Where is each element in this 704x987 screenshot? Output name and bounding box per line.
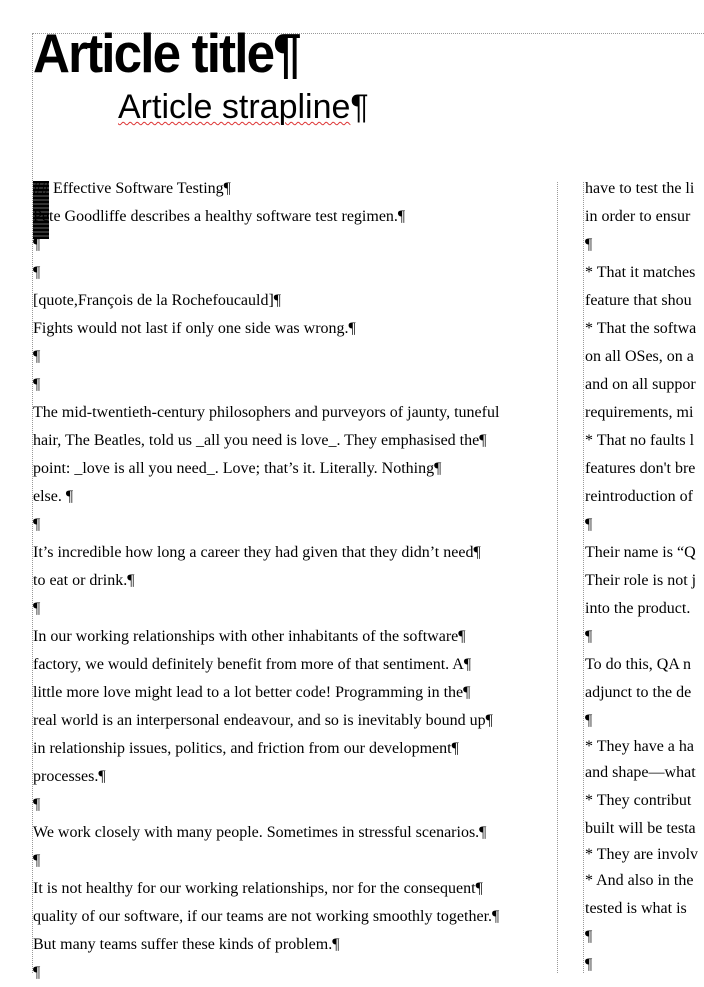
text-line[interactable]: We work closely with many people. Sometimes in stressful scenarios.¶ bbox=[33, 824, 487, 841]
left-text-column[interactable] bbox=[33, 175, 558, 987]
text-line[interactable]: ¶ bbox=[585, 712, 593, 729]
text-line[interactable]: ¶ bbox=[33, 964, 41, 981]
text-line[interactable]: ¶ bbox=[585, 516, 593, 533]
text-line[interactable]: ¶ bbox=[33, 236, 41, 253]
text-line[interactable]: [quote,François de la Rochefoucauld]¶ bbox=[33, 292, 282, 309]
text-line[interactable]: adjunct to the de bbox=[585, 684, 692, 701]
text-line[interactable]: ¶ bbox=[585, 956, 593, 973]
text-line[interactable]: ¶ bbox=[33, 348, 41, 365]
text-line[interactable]: The mid-twentieth-century philosophers and purveyors of jaunty, tuneful bbox=[33, 404, 500, 421]
text-line[interactable]: have to test the li bbox=[585, 180, 695, 197]
text-line[interactable]: Their role is not j bbox=[585, 572, 697, 589]
text-line[interactable]: else. ¶ bbox=[33, 488, 74, 505]
text-line[interactable]: ¶ bbox=[585, 928, 593, 945]
text-line[interactable]: feature that shou bbox=[585, 292, 692, 309]
text-line[interactable]: ¶ bbox=[585, 236, 593, 253]
text-line[interactable]: ¶ bbox=[33, 516, 41, 533]
text-line[interactable]: ## Effective Software Testing¶ bbox=[33, 180, 231, 197]
text-line[interactable]: ¶ bbox=[33, 264, 41, 281]
text-line[interactable]: Their name is “Q bbox=[585, 544, 696, 561]
text-line[interactable]: Fights would not last if only one side was wrong.¶ bbox=[33, 320, 356, 337]
text-line[interactable]: on all OSes, on a bbox=[585, 348, 694, 365]
text-line[interactable]: reintroduction of bbox=[585, 488, 693, 505]
text-line[interactable]: processes.¶ bbox=[33, 768, 106, 785]
text-line[interactable]: little more love might lead to a lot better code! Programming in the¶ bbox=[33, 684, 471, 701]
text-line[interactable]: * They are involv bbox=[585, 846, 699, 863]
text-line[interactable]: ¶ bbox=[33, 852, 41, 869]
text-line[interactable]: in relationship issues, politics, and friction from our development¶ bbox=[33, 740, 459, 757]
text-line[interactable]: tested is what is bbox=[585, 900, 687, 917]
strapline-pilcrow: ¶ bbox=[350, 88, 369, 126]
text-line[interactable]: built will be testa bbox=[585, 820, 696, 837]
text-line[interactable]: ¶ bbox=[33, 796, 41, 813]
article-strapline[interactable] bbox=[118, 85, 369, 129]
text-line[interactable]: * That it matches bbox=[585, 264, 696, 281]
text-line[interactable]: point: _love is all you need_. Love; that’s it. Literally. Nothing¶ bbox=[33, 460, 442, 477]
text-line[interactable]: factory, we would definitely benefit from more of that sentiment. A¶ bbox=[33, 656, 472, 673]
text-line[interactable]: It’s incredible how long a career they had given that they didn’t need¶ bbox=[33, 544, 481, 561]
strapline-text: Article strapline bbox=[118, 88, 351, 126]
text-line[interactable]: requirements, mi bbox=[585, 404, 694, 421]
text-line[interactable]: real world is an interpersonal endeavour, and so is inevitably bound up¶ bbox=[33, 712, 493, 729]
text-line[interactable]: In our working relationships with other inhabitants of the software¶ bbox=[33, 628, 466, 645]
article-title[interactable]: Article title¶ bbox=[33, 22, 300, 84]
text-line[interactable]: and shape—what bbox=[585, 764, 696, 781]
text-line[interactable]: and on all suppor bbox=[585, 376, 696, 393]
text-line[interactable]: But many teams suffer these kinds of problem.¶ bbox=[33, 936, 340, 953]
text-line[interactable]: ¶ bbox=[585, 628, 593, 645]
text-line[interactable]: It is not healthy for our working relationships, nor for the consequent¶ bbox=[33, 880, 483, 897]
text-line[interactable]: Pete Goodliffe describes a healthy software test regimen.¶ bbox=[33, 208, 406, 225]
text-line[interactable]: ¶ bbox=[33, 376, 41, 393]
text-line[interactable]: features don't bre bbox=[585, 460, 696, 477]
column-guide-right-start bbox=[583, 182, 584, 973]
right-text-column[interactable] bbox=[585, 175, 704, 979]
text-line[interactable]: in order to ensur bbox=[585, 208, 691, 225]
text-line[interactable]: * And also in the bbox=[585, 872, 694, 889]
text-line[interactable]: into the product. bbox=[585, 600, 691, 617]
text-line[interactable]: hair, The Beatles, told us _all you need is love_. They emphasised the¶ bbox=[33, 432, 487, 449]
text-line[interactable]: * That no faults l bbox=[585, 432, 695, 449]
text-line[interactable]: * That the softwa bbox=[585, 320, 697, 337]
text-line[interactable]: quality of our software, if our teams are not working smoothly together.¶ bbox=[33, 908, 500, 925]
text-line[interactable]: ¶ bbox=[33, 600, 41, 617]
text-line[interactable]: to eat or drink.¶ bbox=[33, 572, 135, 589]
text-line[interactable]: * They have a ha bbox=[585, 738, 694, 755]
text-line[interactable]: To do this, QA n bbox=[585, 656, 691, 673]
text-line[interactable]: * They contribut bbox=[585, 792, 692, 809]
